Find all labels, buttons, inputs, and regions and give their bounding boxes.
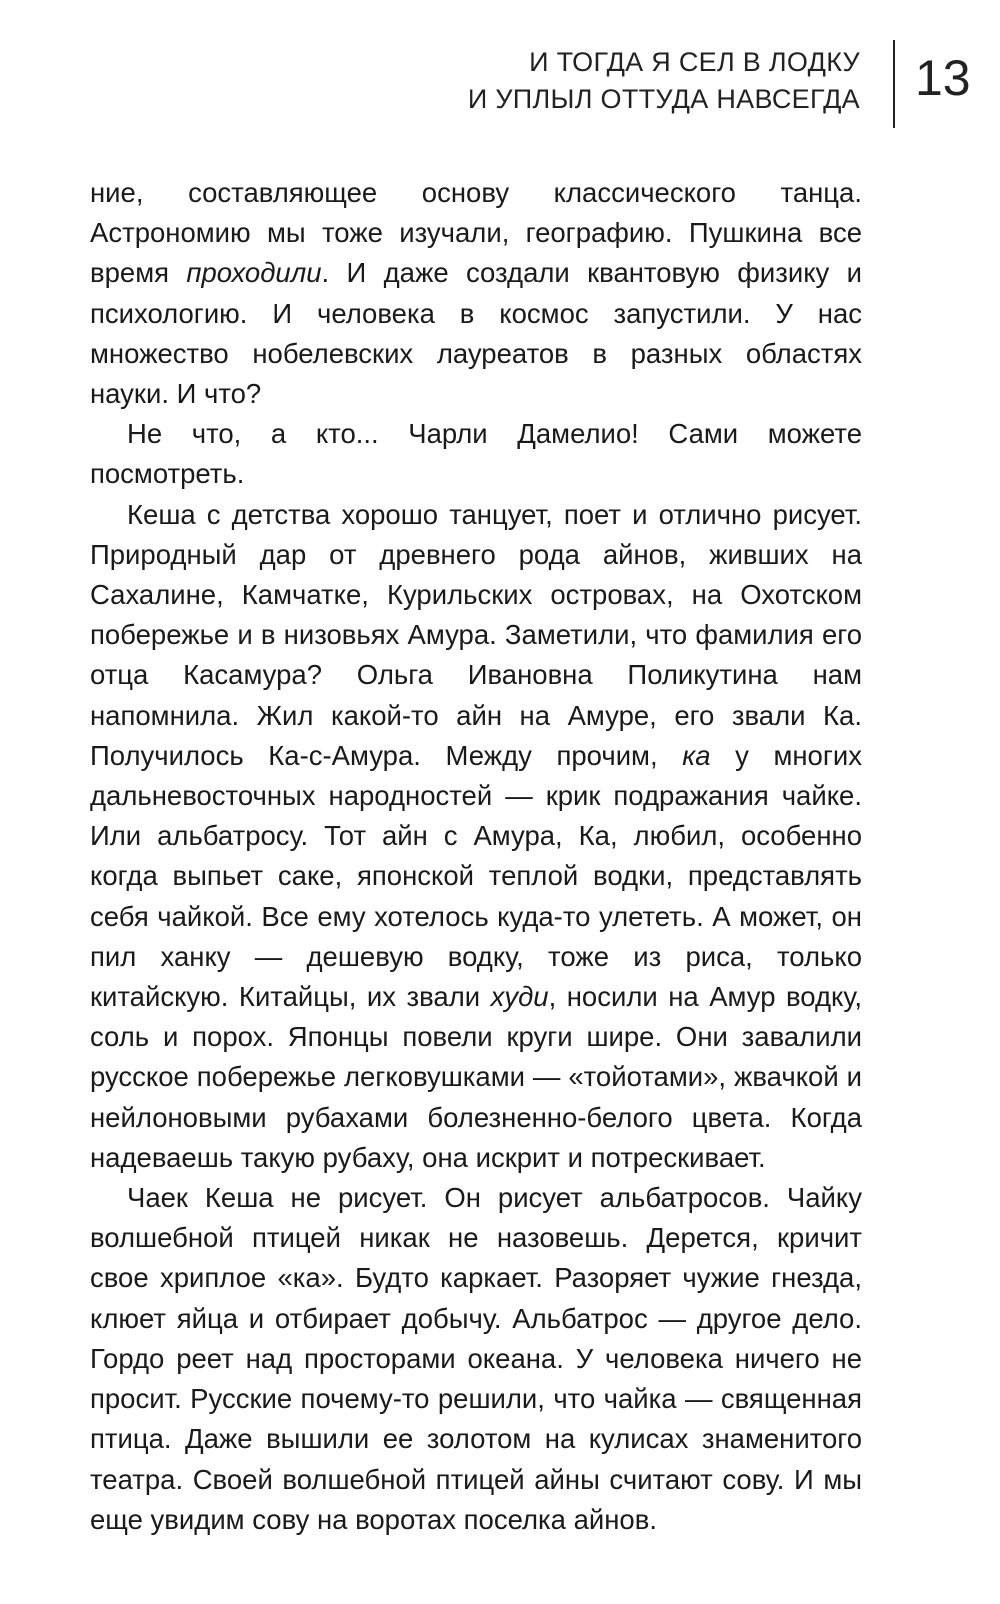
paragraph-1-text-b: . И даже создали квантовую физику и психологию. И человека в космос запустили. У нас множество нобелевских лауреатов в разных областях науки. И что? xyxy=(90,257,862,410)
running-header xyxy=(88,44,860,118)
header-title-line-1: И ТОГДА Я СЕЛ В ЛОДКУ xyxy=(529,47,860,77)
paragraph-3-italic-a: ка xyxy=(682,739,711,771)
page-number: 13 xyxy=(915,50,971,106)
paragraph-3 xyxy=(90,495,862,1178)
paragraph-1 xyxy=(90,173,862,414)
paragraph-1-text-a: ние, составляющее основу классического танца. Астрономию мы тоже изучали, географию. Пушкина все время xyxy=(90,177,862,289)
paragraph-3-text-b: у многих дальневосточных народностей — крик подражания чайке. Или альбатросу. Тот айн с Амура, Ка, любил, особенно когда выпьет саке, японской теплой водки, представлять себя чайкой. Все ему хотелось куда-то улететь. А может, он пил ханку — дешевую водку, тоже из риса, только китайскую. Китайцы, их звали xyxy=(90,739,862,1013)
header-divider xyxy=(893,40,895,128)
paragraph-2: Не что, а кто... Чарли Дамелио! Сами можете посмотреть. xyxy=(90,418,862,490)
paragraph-1-italic: проходили xyxy=(186,257,322,289)
paragraph-3-text-a: Кеша с детства хорошо танцует, поет и отлично рисует. Природный дар от древнего рода айнов, живших на Сахалине, Камчатке, Курильских островах, на Охотском побережье и в низовьях Амура. Заметили, что фамилия его отца Касамура? Ольга Ивановна Поликутина нам напомнила. Жил какой-то айн на Амуре, его звали Ка. Получилось Ка-с-Амура. Между прочим, xyxy=(90,498,862,771)
body-text xyxy=(90,173,862,1540)
paragraph-3-text-c: , носили на Амур водку, соль и порох. Японцы повели круги шире. Они завалили русское побережье легковушками — «тойотами», жвачкой и нейлоновыми рубахами болезненно-белого цвета. Когда надеваешь такую рубаху, она искрит и потрескивает. xyxy=(90,981,862,1173)
paragraph-3-italic-b: худи xyxy=(490,981,549,1013)
header-title-line-2: И УПЛЫЛ ОТТУДА НАВСЕГДА xyxy=(467,84,860,114)
paragraph-4: Чаек Кеша не рисует. Он рисует альбатросов. Чайку волшебной птицей никак не назовешь. Дерется, кричит свое хриплое «ка». Будто каркает. Разоряет чужие гнезда, клюет яйца и отбирает добычу. Альбатрос — другое дело. Гордо реет над просторами океана. У человека ничего не просит. Русские почему-то решили, что чайка — священная птица. Даже вышили ее золотом на кулисах знаменитого театра. Своей волшебной птицей айны считают сову. И мы еще увидим сову на воротах поселка айнов. xyxy=(90,1182,862,1535)
